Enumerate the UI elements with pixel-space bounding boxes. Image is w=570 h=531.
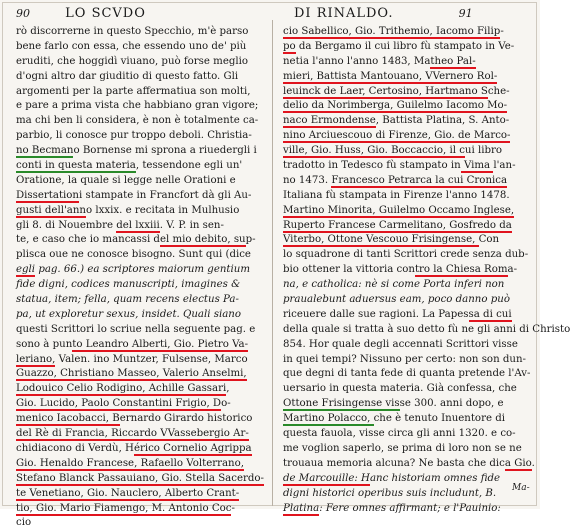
right-column-text-line: trouaua memoria alcuna? Ne basta che dica Gio. xyxy=(283,457,535,469)
underline-highlight: sa di cui xyxy=(468,308,512,320)
left-column-text-line: no Becmano Bornense mi sprona a riuedergli i xyxy=(16,145,257,157)
left-running-title: LO SCVDO xyxy=(65,6,146,21)
underline-highlight: Martino Polacco, xyxy=(283,413,374,425)
left-column-text-line: Oratione, la quale si legge nelle Orationi e xyxy=(16,174,236,186)
right-column-text-line: praualebunt aduersus eam, poco danno può xyxy=(283,294,510,306)
right-column-text-line: na, e catholica: nè si come Porta inferi non xyxy=(283,279,505,291)
right-column-text-line: me voglion saperlo, se prima di loro non se ne xyxy=(283,442,522,454)
underline-highlight: Stefano Blanck Passauiano, Gio. Stella Sacerdo- xyxy=(16,472,264,484)
left-column-text-line xyxy=(16,472,262,487)
right-column-text-line xyxy=(283,219,527,234)
right-column-text-line: netia l'anno l'anno 1483, Matheo Pal- xyxy=(283,55,476,67)
right-column-text-line: 854. Hor quale degli accennati Scrittori visse xyxy=(283,338,518,350)
left-column-text-line: pa, ut exploretur sexus, insidet. Quali siano xyxy=(16,308,242,320)
right-column-text-line: questa fauola, visse circa gli anni 1320. e co- xyxy=(283,428,516,440)
right-text-column xyxy=(283,25,570,516)
left-column-text-line: d'ogni altro dar giuditio di questo fatto. Gli xyxy=(16,70,239,82)
underline-highlight: naco Ermondense xyxy=(283,115,376,127)
right-column-text-line: tradotto in Tedesco fù stampato in Vima l'an- xyxy=(283,160,516,172)
underline-highlight: Gio. Henaldo Francese, Rafaello Volterrano, xyxy=(16,457,244,469)
underline-highlight: tio, Gio. Mario Fiamengo, M. Antonio Coc xyxy=(16,502,232,514)
right-column-text-line: po da Bergamo il cui libro fù stampato in Ve- xyxy=(283,40,515,52)
left-column-text-line xyxy=(16,457,262,472)
left-text-column xyxy=(16,25,262,531)
underline-highlight: delio da Norimberga, Guilelmo Iacomo Mo- xyxy=(283,100,508,112)
underline-highlight: Gio. Lucido, Paolo Constantini Frigio, D xyxy=(16,398,222,410)
underline-highlight: Martino Minorita, Guilelmo Occamo Inglese, xyxy=(283,204,515,216)
underline-highlight: menico Iacobacci, B xyxy=(16,413,120,425)
left-column-text-line: statua, item; fella, quam recens electus Pa- xyxy=(16,294,239,306)
right-column-text-line xyxy=(283,129,527,144)
underline-highlight: Ottone Frisingense vis xyxy=(283,398,400,410)
underline-highlight: Viterbo, Ottone Vescouo Frisingense, xyxy=(283,234,479,246)
right-column-text-line: lo squadrone di tanti Scrittori crede senza dub- xyxy=(283,249,529,261)
left-column-text-line: Gio. Lucido, Paolo Constantini Frigio, Do- xyxy=(16,398,231,410)
right-column-text-line: cio Sabellico, Gio. Trithemio, Iacomo Filip- xyxy=(283,26,504,37)
right-column-text-line: bio ottener la vittoria contro la Chiesa Roma- xyxy=(283,264,518,276)
left-column-text-line: Lodouico Celio Rodigino, Achille Gassari, xyxy=(16,383,230,395)
right-column-text-line: de Marcouille: Hanc historiam omnes fide xyxy=(283,472,501,484)
underline-highlight: el mio debito, su xyxy=(159,234,246,246)
left-column-text-line: gli 8. di Nouembre del lxxiii. V. P. in sen- xyxy=(16,219,224,231)
left-column-text-line xyxy=(16,487,262,502)
right-column-text-line: Platina: Fere omnes affirmant; e l'Pauinio: xyxy=(283,502,501,514)
left-column-text-line: argomenti per la parte affermatiua son molti, xyxy=(16,85,251,97)
underline-highlight: a Gio xyxy=(504,457,532,469)
left-column-text-line: menico Iacobacci, Bernardo Girardo historico xyxy=(16,413,253,425)
underline-highlight: po xyxy=(283,40,296,52)
underline-highlight: Vima xyxy=(460,160,494,172)
right-column-text-line: Ottone Frisingense visse 300. anni dopo, e xyxy=(283,398,504,410)
right-column-text-line xyxy=(283,204,527,219)
right-column-text-line: riceuere dalle sue ragioni. La Papessa di cui xyxy=(283,308,512,320)
left-column-text-line: chidiacono di Verdù, Hérico Cornelio Agrippa xyxy=(16,442,252,454)
underline-highlight: érico Cornelio Agrippa xyxy=(133,442,252,454)
underline-highlight: ville, Gio. Huss, Gio. Boccaccio, il c xyxy=(283,145,465,157)
underline-highlight: gusti dell'ann xyxy=(16,204,86,216)
left-column-text-line: sono à punto Leandro Alberti, Gio. Pietro Va- xyxy=(16,338,249,350)
right-column-text-line: ville, Gio. Huss, Gio. Boccaccio, il cui libro xyxy=(283,145,503,157)
underline-highlight: Francesco Petrarca la cui Cronica xyxy=(331,174,508,186)
left-column-text-line: parbio, li conosce pur troppo deboli. Christia- xyxy=(16,130,252,142)
underline-highlight: mieri, Battista Mantouano, VVernero Rol- xyxy=(283,70,498,82)
right-page-number: 91 xyxy=(458,7,473,20)
underline-highlight: de Marcouille: H xyxy=(283,472,370,484)
underline-highlight: egli xyxy=(16,264,36,276)
left-column-text-line: conti in questa materia, tessendone egli un' xyxy=(16,160,243,172)
left-column-text-line xyxy=(16,367,262,382)
right-running-title: DI RINALDO. xyxy=(294,6,394,21)
underline-highlight: Dissertation xyxy=(16,189,79,201)
left-column-text-line: rò discorrerne in questo Specchio, m'è parso xyxy=(16,26,249,37)
gutter-divider xyxy=(272,20,273,506)
underline-highlight: Lodouico Celio Rodigino, Achille Gassari xyxy=(16,383,227,395)
underline-highlight: theo Pal- xyxy=(430,55,476,67)
right-column-text-line xyxy=(283,99,527,114)
underline-highlight: nino Arciuescouo di Firenze, Gio. de Marco- xyxy=(283,130,511,142)
right-column-text-line: in quei tempi? Nissuno per certo: non son dun- xyxy=(283,353,526,365)
left-column-text-line: Dissertationi stampate in Francfort dà gli Au- xyxy=(16,189,252,201)
underline-highlight: cio Sabellico, Gio. Trithemio, Iacomo Filip xyxy=(283,26,501,37)
left-column-text-line: egli pag. 66.) ea scriptores maiorum gentium xyxy=(16,264,250,276)
right-column-text-line: naco Ermondense, Battista Platina, S. Anto- xyxy=(283,115,510,127)
left-column-text-line: gusti dell'anno lxxix. e recitata in Mulhusio xyxy=(16,204,240,216)
left-column-text-line: e pare a prima vista che habbiano gran vigore; xyxy=(16,100,259,112)
underline-highlight: del Rè di Francia, Riccardo VVassebergio Ar- xyxy=(16,428,249,440)
catchword: Ma- xyxy=(512,483,530,493)
right-column-text-line: digni historici operibus suis includunt, B. xyxy=(283,487,497,499)
underline-highlight: conti in questa materia xyxy=(16,160,136,172)
underline-highlight: no Becman xyxy=(16,145,74,157)
left-running-header xyxy=(16,6,146,21)
left-page-number: 90 xyxy=(16,7,30,20)
right-column-text-line: della quale si tratta à suo detto fù ne gli anni di Christo xyxy=(283,323,570,335)
right-running-header xyxy=(294,6,473,21)
left-column-text-line: te, e caso che io mancassi del mio debito, sup- xyxy=(16,234,256,246)
right-column-text-line: no 1473. Francesco Petrarca la cui Cronica xyxy=(283,174,508,186)
right-column-text-line: leuinck de Laer, Certosino, Hartmano Sche- xyxy=(283,85,510,97)
underline-highlight: Platina xyxy=(283,502,320,514)
left-column-text-line: cio xyxy=(16,517,32,529)
right-column-text-line: Martino Polacco, che è tenuto Inuentore di xyxy=(283,413,505,425)
underline-highlight: Guazzo, Christiano Masseo, Valerio Anselmi, xyxy=(16,368,247,380)
right-column-text-line: Italiana fù stampata in Firenze l'anno 1478. xyxy=(283,189,510,201)
left-column-text-line: leriano, Valen. ino Muntzer, Fulsense, Marco xyxy=(16,353,248,365)
left-column-text-line: ma chi ben li considera, è non è totalmente ca- xyxy=(16,115,259,127)
left-column-text-line: eruditi, che hoggidì viuano, può forse meglio xyxy=(16,55,249,67)
left-column-text-line: bene farlo con essa, che essendo uno de' più xyxy=(16,40,247,52)
right-column-text-line xyxy=(283,70,527,85)
underline-highlight: leuinck de Laer, Certosino, Hartmano S xyxy=(283,85,488,97)
left-column-text-line xyxy=(16,427,262,442)
left-column-text-line: plisca oue ne conosce bisogno. Sunt qui (dice xyxy=(16,249,251,261)
underline-highlight: leriano, xyxy=(16,353,56,365)
right-column-text-line: que degni di tanta fede di quanta pretende l'Av- xyxy=(283,368,531,380)
underline-highlight: te Venetiano, Gio. Nauclero, Alberto Crant- xyxy=(16,487,240,499)
underline-highlight: tro la Chiesa Rom xyxy=(414,264,508,276)
left-column-text-line: tio, Gio. Mario Fiamengo, M. Antonio Coc- xyxy=(16,502,235,514)
underline-highlight: Ruperto Francese Carmelitano, Gosfredo da xyxy=(283,219,512,231)
left-column-text-line: questi Scrittori lo scriue nella seguente pag. e xyxy=(16,323,256,335)
right-column-text-line: uersario in questa materia. Già confessa, che xyxy=(283,383,517,395)
right-column-text-line: Viterbo, Ottone Vescouo Frisingense, Con xyxy=(283,234,500,246)
left-column-text-line: fide digni, codices manuscripti, imagines & xyxy=(16,279,241,291)
underline-highlight: to Leandro Alberti, Gio. Pietro Va- xyxy=(72,338,249,350)
underline-highlight: del lxxiii xyxy=(116,219,160,231)
